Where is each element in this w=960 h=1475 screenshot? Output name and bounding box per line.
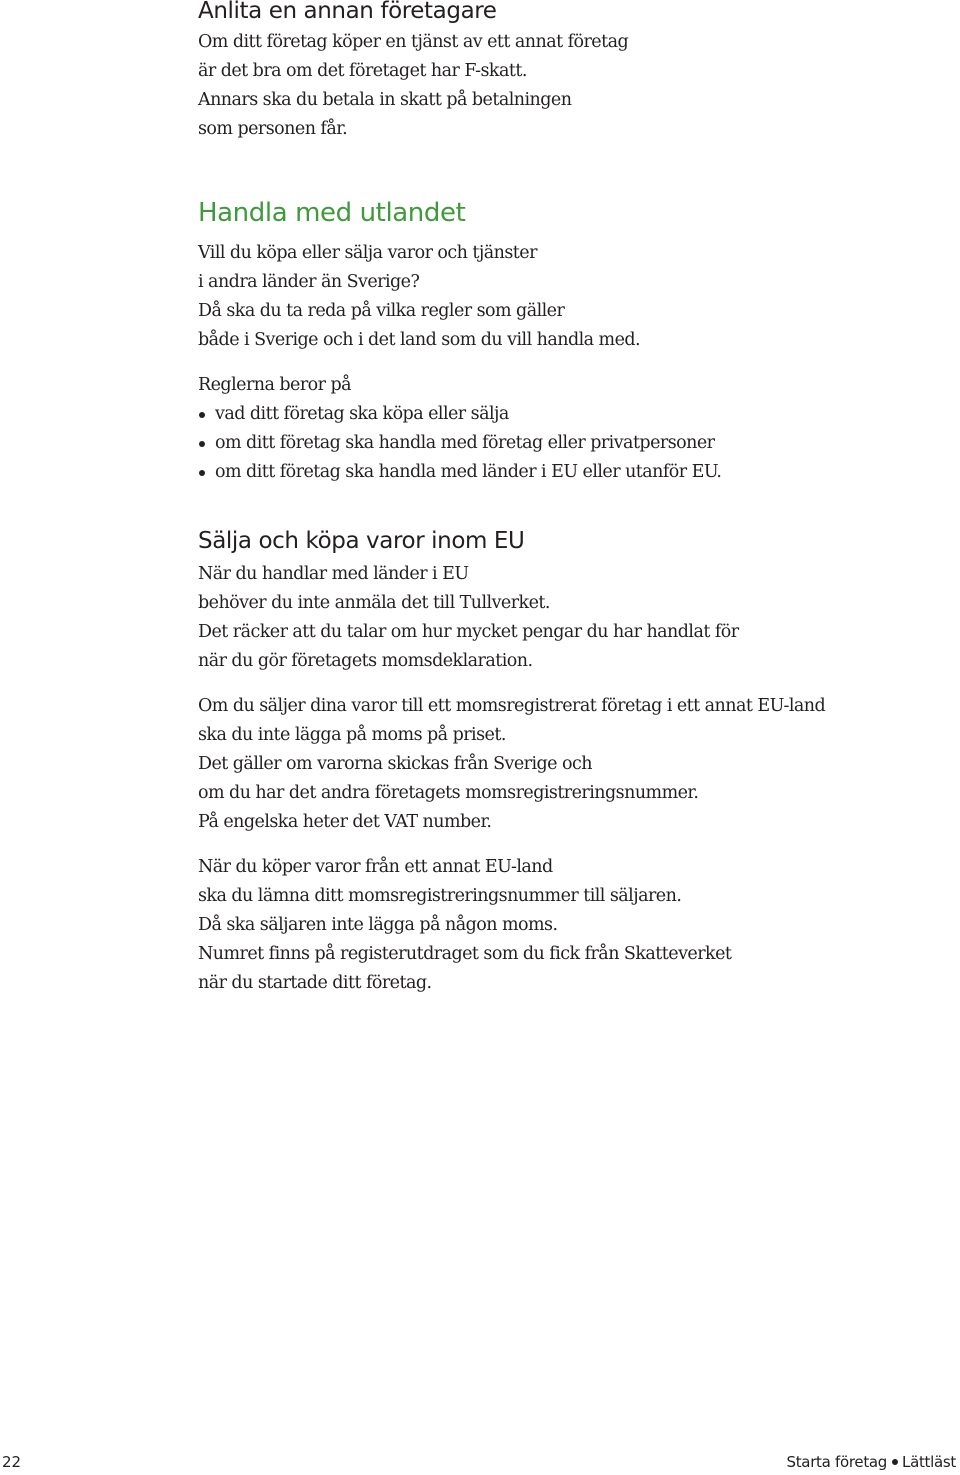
text-line: När du handlar med länder i EU	[198, 564, 469, 584]
heading-salja-kopa-eu: Sälja och köpa varor inom EU	[198, 528, 525, 554]
bullet-icon	[199, 412, 205, 418]
bullet-item	[198, 458, 721, 487]
page-number: 22	[2, 1453, 22, 1471]
text-line: Annars ska du betala in skatt på betalningen	[198, 90, 572, 110]
bullet-text: om ditt företag ska handla med företag eller privatpersoner	[215, 433, 715, 453]
bullet-icon	[199, 441, 205, 447]
text-line: när du startade ditt företag.	[198, 973, 432, 993]
text-line: som personen får.	[198, 119, 348, 139]
text-line: i andra länder än Sverige?	[198, 272, 420, 292]
text-line: Om ditt företag köper en tjänst av ett annat företag	[198, 32, 629, 52]
text-line: ska du lämna ditt momsregistreringsnummer till säljaren.	[198, 886, 682, 906]
paragraph-eu-1	[198, 560, 739, 676]
bullet-text: om ditt företag ska handla med länder i EU eller utanför EU.	[215, 462, 722, 482]
separator-dot-icon	[892, 1459, 898, 1465]
bullet-text: vad ditt företag ska köpa eller sälja	[215, 404, 509, 424]
text-line: behöver du inte anmäla det till Tullverket.	[198, 593, 550, 613]
rules-bullet-list	[198, 400, 721, 487]
text-line: Då ska säljaren inte lägga på någon moms.	[198, 915, 558, 935]
text-line: är det bra om det företaget har F-skatt.	[198, 61, 527, 81]
text-line: ska du inte lägga på moms på priset.	[198, 725, 506, 745]
bullet-item	[198, 400, 721, 429]
text-line: Om du säljer dina varor till ett momsregistrerat företag i ett annat EU-land	[198, 696, 826, 716]
paragraph-handla	[198, 239, 640, 355]
text-line: Det gäller om varorna skickas från Sverige och	[198, 754, 592, 774]
text-line: Det räcker att du talar om hur mycket pengar du har handlat för	[198, 622, 739, 642]
bullet-item	[198, 429, 721, 458]
paragraph-eu-3	[198, 853, 731, 998]
text-line: när du gör företagets momsdeklaration.	[198, 651, 533, 671]
text-line: På engelska heter det VAT number.	[198, 812, 492, 832]
footer-publication	[787, 1451, 957, 1473]
paragraph-eu-2	[198, 692, 825, 837]
text-line: Numret finns på registerutdraget som du fick från Skatteverket	[198, 944, 732, 964]
heading-handla-med-utlandet: Handla med utlandet	[198, 198, 466, 228]
text-line: När du köper varor från ett annat EU-land	[198, 857, 553, 877]
publication-edition: Lättläst	[902, 1453, 956, 1471]
heading-anlita: Anlita en annan företagare	[198, 0, 497, 24]
publication-name: Starta företag	[786, 1453, 888, 1471]
bullet-icon	[199, 470, 205, 476]
text-line: Då ska du ta reda på vilka regler som gäller	[198, 301, 565, 321]
rules-intro: Reglerna beror på	[198, 375, 351, 395]
text-line: Vill du köpa eller sälja varor och tjänster	[198, 243, 537, 263]
paragraph-anlita	[198, 28, 628, 144]
text-line: om du har det andra företagets momsregistreringsnummer.	[198, 783, 699, 803]
text-line: både i Sverige och i det land som du vill handla med.	[198, 330, 641, 350]
